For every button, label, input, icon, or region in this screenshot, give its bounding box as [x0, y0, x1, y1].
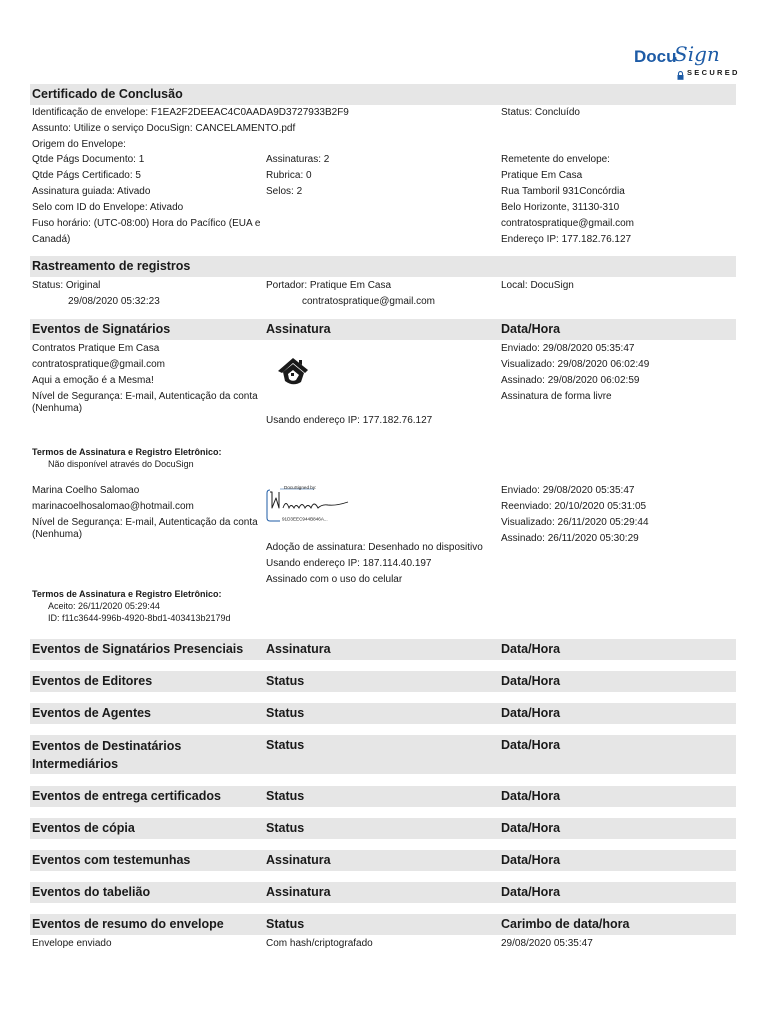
signer1-name: Contratos Pratique Em Casa	[32, 343, 160, 354]
signer1-company: Aqui a emoção é a Mesma!	[32, 375, 154, 386]
section-col3: Data/Hora	[501, 706, 561, 720]
tracking-holder-email: contratospratique@gmail.com	[302, 296, 435, 307]
section-col2: Assinatura	[266, 642, 331, 656]
section-title: Eventos com testemunhas	[32, 853, 191, 867]
section-col3: Data/Hora	[501, 674, 561, 688]
sender-name: Pratique Em Casa	[501, 170, 583, 181]
signer2-signed: Assinado: 26/11/2020 05:30:29	[501, 533, 639, 544]
signer1-signature-type: Assinatura de forma livre	[501, 391, 612, 402]
sender-ip: Endereço IP: 177.182.76.127	[501, 234, 632, 245]
section-col3: Data/Hora	[501, 821, 561, 835]
logo-brand-sign: Sign	[674, 42, 720, 66]
signer1-security: Nível de Segurança: E-mail, Autenticação da conta (Nenhuma)	[32, 391, 258, 414]
section-col2: Status	[266, 917, 305, 931]
signer1-terms-title: Termos de Assinatura e Registro Eletrônico:	[32, 447, 222, 457]
section-col3: Carimbo de data/hora	[501, 917, 630, 931]
tracking-date: 29/08/2020 05:32:23	[68, 296, 160, 307]
timezone: Fuso horário: (UTC-08:00) Hora do Pacífico (EUA e Canadá)	[32, 218, 261, 245]
status: Status: Concluído	[501, 107, 580, 118]
certificate-title: Certificado de Conclusão	[32, 87, 183, 101]
signer-events-col-signature: Assinatura	[266, 322, 331, 336]
docusign-signature-stamp	[266, 484, 366, 526]
signer2-name: Marina Coelho Salomao	[32, 485, 140, 496]
section-title: Eventos de Signatários Presenciais	[32, 642, 244, 656]
doc-pages: Qtde Págs Documento: 1	[32, 154, 145, 165]
section-title: Eventos de Editores	[32, 674, 153, 688]
summary-event: Envelope enviado	[32, 938, 112, 949]
signer2-email: marinacoelhosalomao@hotmail.com	[32, 501, 194, 512]
section-col2: Status	[266, 706, 305, 720]
section-title: Eventos de cópia	[32, 821, 135, 835]
signer2-security: Nível de Segurança: E-mail, Autenticação da conta (Nenhuma)	[32, 517, 258, 540]
signer-events-title: Eventos de Signatários	[32, 322, 171, 336]
seals-count: Selos: 2	[266, 186, 303, 197]
summary-timestamp: 29/08/2020 05:35:47	[501, 938, 593, 949]
section-col2: Status	[266, 821, 305, 835]
tracking-status: Status: Original	[32, 280, 101, 291]
section-title: Eventos de entrega certificados	[32, 789, 221, 803]
house-signature-icon	[275, 354, 311, 388]
summary-status: Com hash/criptografado	[266, 938, 373, 949]
signatures-count: Assinaturas: 2	[266, 154, 330, 165]
sender-email: contratospratique@gmail.com	[501, 218, 634, 229]
sender-street: Rua Tamboril 931Concórdia	[501, 186, 625, 197]
section-col2: Assinatura	[266, 885, 331, 899]
section-col3: Data/Hora	[501, 789, 561, 803]
signer2-terms-accepted: Aceito: 26/11/2020 05:29:44	[48, 601, 160, 611]
section-title: Eventos de resumo do envelope	[32, 917, 224, 931]
initials-count: Rubrica: 0	[266, 170, 312, 181]
tracking-holder: Portador: Pratique Em Casa	[266, 280, 392, 291]
tracking-title: Rastreamento de registros	[32, 259, 191, 273]
section-col3: Data/Hora	[501, 642, 561, 656]
section-col2: Status	[266, 789, 305, 803]
signer2-adoption: Adoção de assinatura: Desenhado no dispositivo	[266, 542, 483, 553]
logo-secured: SECURED	[687, 68, 740, 77]
section-col3: Data/Hora	[501, 885, 561, 899]
docusign-logo	[632, 40, 742, 82]
signer1-sent: Enviado: 29/08/2020 05:35:47	[501, 343, 635, 354]
signer1-email: contratospratique@gmail.com	[32, 359, 165, 370]
logo-brand-docu: Docu	[634, 47, 677, 66]
signer2-viewed: Visualizado: 26/11/2020 05:29:44	[501, 517, 649, 528]
svg-text:DocuSigned by:: DocuSigned by:	[284, 485, 317, 490]
signer1-viewed: Visualizado: 29/08/2020 06:02:49	[501, 359, 650, 370]
section-col3: Data/Hora	[501, 738, 561, 752]
signer2-ip: Usando endereço IP: 187.114.40.197	[266, 558, 432, 569]
signer2-terms-title: Termos de Assinatura e Registro Eletrônico:	[32, 589, 222, 599]
guided-signing: Assinatura guiada: Ativado	[32, 186, 151, 197]
section-title: Eventos de Agentes	[32, 706, 152, 720]
envelope-origin-label: Origem do Envelope:	[32, 139, 126, 150]
signer1-ip: Usando endereço IP: 177.182.76.127	[266, 415, 433, 426]
signer1-signed: Assinado: 29/08/2020 06:02:59	[501, 375, 640, 386]
signer2-sent: Enviado: 29/08/2020 05:35:47	[501, 485, 635, 496]
subject: Assunto: Utilize o serviço DocuSign: CANCELAMENTO.pdf	[32, 123, 296, 134]
sender-label: Remetente do envelope:	[501, 154, 610, 165]
lock-icon	[677, 67, 684, 76]
section-title: Eventos de Destinatários Intermediários	[32, 739, 182, 771]
cert-pages: Qtde Págs Certificado: 5	[32, 170, 141, 181]
signer2-terms-id: ID: f11c3644-996b-4920-8bd1-403413b2179d	[48, 613, 231, 623]
sender-city: Belo Horizonte, 31130-310	[501, 202, 620, 213]
section-col2: Status	[266, 738, 305, 752]
envelope-seal: Selo com ID do Envelope: Ativado	[32, 202, 184, 213]
signer-events-col-datetime: Data/Hora	[501, 322, 561, 336]
envelope-id: Identificação de envelope: F1EA2F2DEEAC4C0AADA9D3727933B2F9	[32, 107, 349, 118]
tracking-location: Local: DocuSign	[501, 280, 574, 291]
section-bar	[30, 818, 736, 839]
section-col2: Assinatura	[266, 853, 331, 867]
signer1-terms-text: Não disponível através do DocuSign	[48, 459, 194, 469]
svg-text:91D3EEC944B846A...: 91D3EEC944B846A...	[282, 516, 328, 522]
signer2-resent: Reenviado: 20/10/2020 05:31:05	[501, 501, 647, 512]
section-col3: Data/Hora	[501, 853, 561, 867]
signer2-mobile: Assinado com o uso do celular	[266, 574, 403, 585]
section-col2: Status	[266, 674, 305, 688]
section-title: Eventos do tabelião	[32, 885, 151, 899]
